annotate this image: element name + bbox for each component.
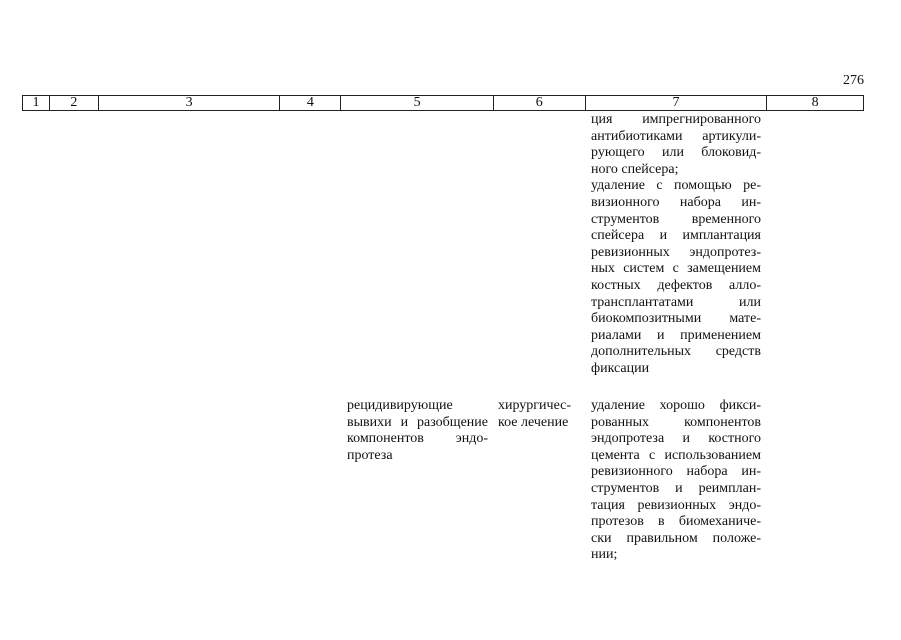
text-line: ревизионного набора ин- [591,464,761,480]
text-line: протезов в биомеханиче- [591,514,761,530]
text-line: хирургичес- [498,398,572,413]
diagnosis-cell [347,398,488,464]
table-header-row [22,95,864,111]
col7-continuation-text [591,112,761,378]
text-line: ного спейсера; [591,161,679,177]
header-col-6: 6 [494,96,586,110]
text-line: биокомпозитными мате- [591,311,761,327]
text-line: компонентов эндо- [347,431,488,447]
text-line: кое лечение [498,414,569,430]
text-line: костных дефектов алло- [591,277,761,293]
header-col-3: 3 [99,96,281,110]
text-line: удаление с помощью ре- [591,178,761,194]
treatment-method-cell [591,398,761,564]
header-col-4: 4 [280,96,341,110]
header-col-1: 1 [23,96,50,110]
text-line: вывихи и разобщение [347,414,488,430]
text-line: фиксации [591,360,650,376]
text-line: трансплантатами или [591,294,761,310]
text-line: ревизионных эндопротез- [591,244,761,260]
text-line: тация ревизионных эндо- [591,497,761,513]
text-line: визионного набора ин- [591,194,761,210]
text-line: ция импрегнированного [591,112,761,127]
text-line: ных систем с замещением [591,261,761,277]
text-line: ски правильном положе- [591,530,761,546]
text-line: рованных компонентов [591,414,761,430]
treatment-type-cell [498,398,580,431]
text-line: дополнительных средств [591,344,761,360]
text-line: протеза [347,447,393,463]
header-col-5: 5 [341,96,494,110]
text-line: струментов и реимплан- [591,480,761,496]
text-line: удаление хорошо фикси- [591,398,761,413]
text-line: цемента с использованием [591,447,761,463]
text-line: струментов временного [591,211,761,227]
text-line: спейсера и имплантация [591,228,761,244]
text-line: риалами и применением [591,327,761,343]
text-line: рующего или блоковид- [591,145,761,161]
header-col-2: 2 [50,96,99,110]
header-col-7: 7 [586,96,768,110]
header-col-8: 8 [811,95,819,110]
text-line: нии; [591,547,618,563]
text-line: рецидивирующие [347,398,453,413]
page-number: 276 [843,73,864,88]
text-line: антибиотиками артикули- [591,128,761,144]
text-line: эндопротеза и костного [591,431,761,447]
